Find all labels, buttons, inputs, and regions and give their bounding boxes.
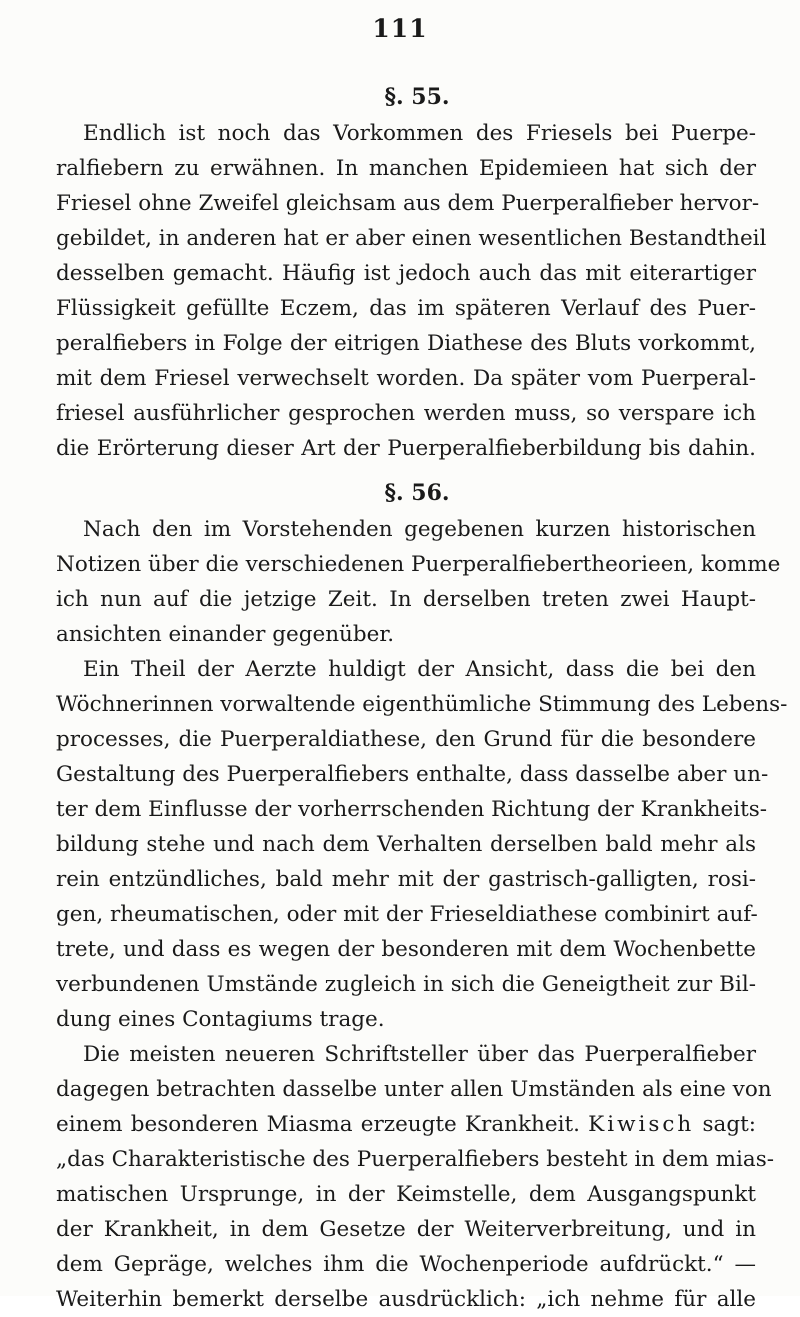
paragraph — [56, 512, 781, 652]
text-line: Nach den im Vorstehenden gegebenen kurzen historischen — [83, 517, 756, 542]
paragraph — [56, 1037, 775, 1317]
text-line: ansichten einander gegenüber. — [56, 622, 395, 647]
text-fragment: sagt: — [702, 1112, 756, 1137]
author-name: Kiwisch — [588, 1112, 695, 1137]
paragraph — [56, 652, 788, 1037]
text-line: peralfiebers in Folge der eitrigen Diathese des Bluts vorkommt, — [56, 331, 756, 356]
text-line: Friesel ohne Zweifel gleichsam aus dem Puerperalfieber hervor- — [56, 191, 760, 216]
text-line: Flüssigkeit gefüllte Eczem, das im späteren Verlauf des Puer- — [56, 296, 756, 321]
text-line: processes, die Puerperaldiathese, den Grund für die besondere — [56, 727, 756, 752]
text-line: die Erörterung dieser Art der Puerperalfieberbildung bis dahin. — [56, 436, 756, 461]
text-line: friesel ausführlicher gesprochen werden muss, so verspare ich — [56, 401, 756, 426]
text-line: gen, rheumatischen, oder mit der Frieseldiathese combinirt auf- — [56, 902, 758, 927]
section-heading-56: §. 56. — [384, 480, 450, 506]
text-line: dung eines Contagiums trage. — [56, 1007, 385, 1032]
text-line: verbundenen Umstände zugleich in sich die Geneigtheit zur Bil- — [56, 972, 756, 997]
text-line: dagegen betrachten dasselbe unter allen Umständen als eine von — [56, 1077, 772, 1102]
text-line: Gestaltung des Puerperalfiebers enthalte, dass dasselbe aber un- — [56, 762, 769, 787]
text-column — [56, 78, 788, 1317]
text-line: ralfiebern zu erwähnen. In manchen Epidemieen hat sich der — [56, 156, 756, 181]
text-line: desselben gemacht. Häufig ist jedoch auch das mit eiterartiger — [56, 261, 756, 286]
text-line: der Krankheit, in dem Gesetze der Weiterverbreitung, und in — [56, 1217, 756, 1242]
text-line: Ein Theil der Aerzte huldigt der Ansicht, dass die bei den — [83, 657, 756, 682]
text-line: Wöchnerinnen vorwaltende eigenthümliche Stimmung des Lebens- — [56, 692, 788, 717]
text-line: Notizen über die verschiedenen Puerperalfiebertheorieen, komme — [56, 552, 781, 577]
text-line: Endlich ist noch das Vorkommen des Friesels bei Puerpe- — [83, 121, 756, 146]
text-line: mit dem Friesel verwechselt worden. Da später vom Puerperal- — [56, 366, 756, 391]
text-line: dem Gepräge, welches ihm die Wochenperiode aufdrückt.“ — — [56, 1252, 756, 1277]
text-line: bildung stehe und nach dem Verhalten derselben bald mehr als — [56, 832, 756, 857]
text-line: Die meisten neueren Schriftsteller über das Puerperalfieber — [83, 1042, 756, 1067]
paragraph — [56, 116, 767, 466]
text-line: ich nun auf die jetzige Zeit. In derselben treten zwei Haupt- — [56, 587, 756, 612]
text-line — [56, 1107, 756, 1142]
text-line: ter dem Einflusse der vorherrschenden Richtung der Krankheits- — [56, 797, 768, 822]
text-line: „das Charakteristische des Puerperalfiebers besteht in dem mias- — [56, 1147, 775, 1172]
page-number: 111 — [372, 14, 428, 43]
text-line: Weiterhin bemerkt derselbe ausdrücklich: „ich nehme für alle — [56, 1287, 756, 1312]
text-line: matischen Ursprunge, in der Keimstelle, dem Ausgangspunkt — [56, 1182, 756, 1207]
text-fragment: einem besonderen Miasma erzeugte Krankheit. — [56, 1112, 580, 1137]
section-heading-55: §. 55. — [384, 84, 450, 110]
text-line: rein entzündliches, bald mehr mit der gastrisch-galligten, rosi- — [56, 867, 756, 892]
text-line: gebildet, in anderen hat er aber einen wesentlichen Bestandtheil — [56, 226, 767, 251]
text-line: trete, und dass es wegen der besonderen mit dem Wochenbette — [56, 937, 756, 962]
